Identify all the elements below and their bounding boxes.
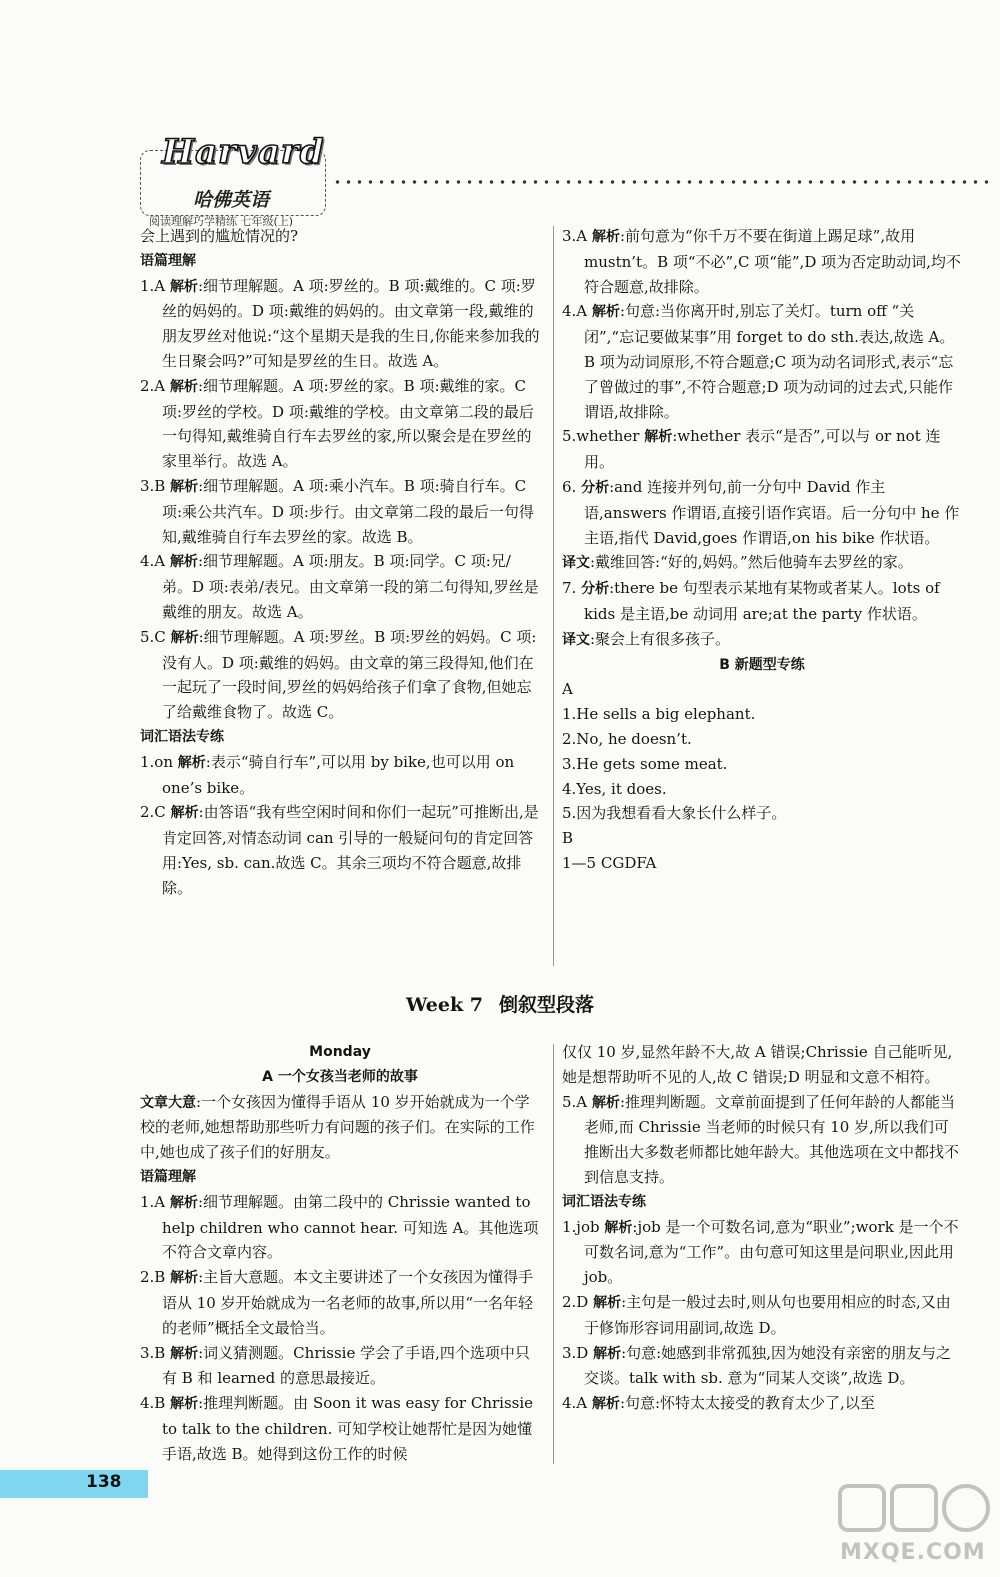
answer-item: [562, 1391, 962, 1417]
answer-text: :句意:怀特太太接受的教育太少了,以至: [619, 1394, 875, 1413]
answer-number: 1.A: [140, 276, 166, 295]
answer-item: [562, 299, 962, 424]
answer-number: 5.whether: [562, 427, 640, 446]
page-number-bar: [0, 1470, 148, 1498]
answer-text: :and 连接并列句,前一分句中 David 作主语,answers 作谓语,直接引语作宾语。后一分句中 he 作主语,指代 David,goes 作谓语,on his bike 作状语。: [584, 477, 960, 547]
centered-heading: B 新题型专练: [719, 656, 805, 673]
section-heading: 词汇语法专练: [562, 1193, 646, 1210]
answer-item: [140, 625, 540, 725]
annotated-line: [562, 627, 962, 653]
top-column-divider: [553, 226, 554, 966]
answer-item: [140, 1190, 540, 1265]
answer-text: :细节理解题。A 项:朋友。B 项:同学。C 项:兄/弟。D 项:表弟/表兄。由文章第一段的第二句得知,罗丝是戴维的朋友。故选 A。: [162, 552, 539, 621]
answer-keyword: 解析: [593, 1345, 622, 1362]
logo-english-title: Harvard: [162, 132, 325, 172]
answer-number: 1.on: [140, 752, 174, 771]
text-line: 5.因为我想看看大象长什么样子。: [562, 804, 787, 823]
week-label: Week 7: [406, 994, 483, 1016]
answer-keyword: 解析: [177, 754, 206, 771]
answer-text: :there be 句型表示某地有某物或者某人。lots of kids 是主语,be 动词用 are;at the party 作状语。: [584, 579, 940, 623]
top-left-column: [140, 224, 540, 901]
answer-text: :前句意为“你千万不要在街道上踢足球”,故用 mustn’t。B 项“不必”,C 项“能”,D 项为否定助动词,均不符合题意,故排除。: [584, 227, 961, 296]
answer-item: [562, 576, 962, 627]
answer-number: 2.D: [562, 1292, 589, 1311]
header-dotted-rule: [332, 180, 992, 184]
answer-keyword: 解析: [169, 378, 198, 395]
answer-item: [140, 800, 540, 900]
answer-keyword: 解析: [170, 629, 199, 646]
answer-keyword: 解析: [169, 278, 198, 295]
text-line: 会上遇到的尴尬情况的?: [140, 227, 299, 245]
answer-number: 3.A: [562, 227, 588, 245]
answer-text: :推理判断题。文章前面提到了任何年龄的人都能当老师,而 Chrissie 当老师的时候只有 10 岁,所以我们可推断出大多数老师都比她年龄大。其他选项在文中都找不到信息支持。: [584, 1092, 960, 1186]
answer-item: [562, 475, 962, 550]
text-line: 仅仅 10 岁,显然年龄不大,故 A 错误;Chrissie 自己能听见,她是想帮助听不见的人,故 C 错误;D 明显和文意不相符。: [562, 1043, 953, 1086]
answer-number: 3.D: [562, 1343, 589, 1362]
answer-number: 1.job: [562, 1217, 600, 1236]
answer-text: :细节理解题。A 项:罗丝的。B 项:戴维的。C 项:罗丝的妈妈的。D 项:戴维的妈妈的。由文章第一段,戴维的朋友罗丝对他说:“这个星期天是我的生日,你能来参加我的生日聚会吗?”可知是罗丝的生日。故选 A。: [162, 276, 540, 370]
answer-keyword: 解析: [644, 429, 673, 446]
answer-keyword: 解析: [169, 554, 198, 571]
answer-text: :细节理解题。A 项:罗丝。B 项:罗丝的妈妈。C 项:没有人。D 项:戴维的妈妈。由文章的第三段得知,他们在一起玩了一段时间,罗丝的妈妈给孩子们拿了食物,但她忘了给戴维食物了。故选 C。: [162, 627, 537, 722]
answer-text: :句意:当你离开时,别忘了关灯。turn off “关闭”,“忘记要做某事”用 forget to do sth.表达,故选 A。B 项为动词原形,不符合题意;C 项为动名词形式,表示“忘了曾做过的事”,不符合题意;D 项为动词的过去式,只能作谓语,故排除。: [584, 302, 955, 421]
answer-text: :词义猜测题。Chrissie 学会了手语,四个选项中只有 B 和 learned 的意思最接近。: [162, 1343, 530, 1388]
answer-keyword: 解析: [170, 478, 199, 495]
answer-keyword: 分析: [581, 479, 610, 496]
answer-number: 4.A: [562, 1394, 588, 1413]
line-text: :聚会上有很多孩子。: [590, 629, 731, 648]
text-line: B: [562, 829, 574, 848]
answer-keyword: 解析: [170, 805, 199, 822]
answer-number: 6.: [562, 477, 577, 496]
book-subtitle: 阅读理解巧学精练 七年级(上): [149, 215, 294, 228]
answer-number: 3.B: [140, 476, 166, 495]
answer-text: :job 是一个可数名词,意为“职业”;work 是一个不可数名词,意为“工作”。由句意可知这里是问职业,因此用 job。: [584, 1217, 959, 1287]
line-keyword: 译文: [562, 631, 590, 648]
answer-item: [140, 1341, 540, 1392]
answer-item: [140, 274, 540, 374]
answer-item: [562, 1090, 962, 1190]
watermark-icon: [836, 1480, 992, 1540]
annotated-line: [562, 550, 962, 576]
answer-item: [562, 424, 962, 475]
answer-item: [140, 1391, 540, 1466]
answer-item: [562, 1215, 962, 1290]
text-line: 4.Yes, it does.: [562, 779, 667, 798]
answer-keyword: 解析: [591, 1094, 620, 1111]
answer-number: 2.A: [140, 376, 166, 395]
watermark-text: MXQE.COM: [840, 1540, 986, 1565]
answer-keyword: 解析: [170, 1396, 199, 1413]
answer-number: 2.C: [140, 803, 166, 822]
answer-text: :主旨大意题。本文主要讲述了一个女孩因为懂得手语从 10 岁开始就成为一名老师的故事,所以用“一名年轻的老师”概括全文最恰当。: [162, 1268, 534, 1337]
answer-item: [140, 374, 540, 474]
answer-keyword: 解析: [170, 1345, 199, 1362]
answer-item: [140, 474, 540, 549]
answer-number: 4.A: [562, 302, 588, 321]
section-heading: 词汇语法专练: [140, 728, 224, 745]
answer-item: [562, 1341, 962, 1392]
answer-text: :主句是一般过去时,则从句也要用相应的时态,又由于修饰形容词用副词,故选 D。: [584, 1292, 951, 1337]
answer-text: :细节理解题。A 项:乘小汽车。B 项:骑自行车。C 项:乘公共汽车。D 项:步行。由文章第二段的最后一句得知,戴维骑自行车去罗丝的家。故选 B。: [162, 476, 534, 546]
text-line: 3.He gets some meat.: [562, 754, 728, 773]
section-heading: 语篇理解: [140, 1168, 196, 1185]
text-line: 2.No, he doesn’t.: [562, 729, 692, 748]
answer-text: :推理判断题。由 Soon it was easy for Chrissie to talk to the children. 可知学校让她帮忙是因为她懂手语,故选 B。她得到这份工作的时候: [162, 1394, 534, 1463]
answer-text: :由答语“我有些空闲时间和你们一起玩”可推断出,是肯定回答,对情态动词 can 引导的一般疑问句的肯定回答用:Yes, sb. can.故选 C。其余三项均不符合题意,故排除。: [162, 803, 539, 897]
answer-text: :句意:她感到非常孤独,因为她没有亲密的朋友与之交谈。talk with sb. 意为“同某人交谈”,故选 D。: [584, 1343, 952, 1388]
answer-keyword: 解析: [169, 1194, 198, 1211]
section-heading: 语篇理解: [140, 252, 196, 269]
answer-number: 3.B: [140, 1343, 166, 1362]
bottom-left-column: [140, 1040, 540, 1467]
answer-item: [140, 1265, 540, 1340]
answer-text: :细节理解题。由第二段中的 Chrissie wanted to help children who cannot hear. 可知选 A。其他选项不符合文章内容。: [162, 1192, 539, 1262]
answer-item: [562, 224, 962, 299]
page-number: 138: [86, 1472, 122, 1492]
answer-text: :细节理解题。A 项:罗丝的家。B 项:戴维的家。C 项:罗丝的学校。D 项:戴维的学校。由文章第二段的最后一句得知,戴维骑自行车去罗丝的家,所以聚会是在罗丝的家里举行。故选 A。: [162, 376, 534, 471]
text-line: 1.He sells a big elephant.: [562, 705, 756, 724]
answer-number: 7.: [562, 579, 577, 598]
answer-number: 4.A: [140, 552, 166, 571]
answer-keyword: 解析: [591, 1396, 620, 1413]
answer-number: 5.A: [562, 1092, 588, 1111]
section-title: [0, 990, 1000, 1017]
answer-number: 5.C: [140, 627, 166, 646]
line-keyword: 文章大意: [140, 1094, 196, 1111]
answer-text: :whether 表示“是否”,可以与 or not 连用。: [584, 427, 941, 472]
logo-chinese-title: 哈佛英语: [193, 189, 270, 211]
answer-keyword: 分析: [581, 581, 610, 598]
watermark-logo: [836, 1480, 992, 1572]
answer-item: [140, 549, 540, 624]
answer-keyword: 解析: [170, 1270, 199, 1287]
bottom-right-column: [562, 1040, 962, 1417]
answer-keyword: 解析: [604, 1219, 633, 1236]
answer-item: [562, 1290, 962, 1341]
answer-number: 1.A: [140, 1192, 166, 1211]
line-text: :戴维回答:“好的,妈妈。”然后他骑车去罗丝的家。: [590, 553, 913, 572]
bottom-column-divider: [553, 1044, 554, 1464]
top-right-column: [562, 224, 962, 876]
week-topic: 倒叙型段落: [498, 994, 594, 1016]
centered-heading: Monday: [309, 1044, 371, 1060]
answer-keyword: 解析: [591, 229, 620, 245]
page-header: [136, 132, 996, 228]
answer-number: 4.B: [140, 1394, 166, 1413]
text-line: A: [562, 680, 573, 699]
annotated-line: [140, 1090, 540, 1165]
answer-number: 2.B: [140, 1268, 166, 1287]
centered-heading: A 一个女孩当老师的故事: [262, 1068, 418, 1085]
answer-keyword: 解析: [593, 1294, 622, 1311]
line-text: :一个女孩因为懂得手语从 10 岁开始就成为一个学校的老师,她想帮助那些听力有问题的孩子们。在实际的工作中,她也成了孩子们的好朋友。: [140, 1092, 535, 1162]
answer-keyword: 解析: [591, 304, 620, 321]
text-line: 1—5 CGDFA: [562, 853, 657, 872]
answer-item: [140, 750, 540, 801]
answer-text: :表示“骑自行车”,可以用 by bike,也可以用 on one’s bike。: [162, 752, 515, 797]
line-keyword: 译文: [562, 555, 590, 572]
